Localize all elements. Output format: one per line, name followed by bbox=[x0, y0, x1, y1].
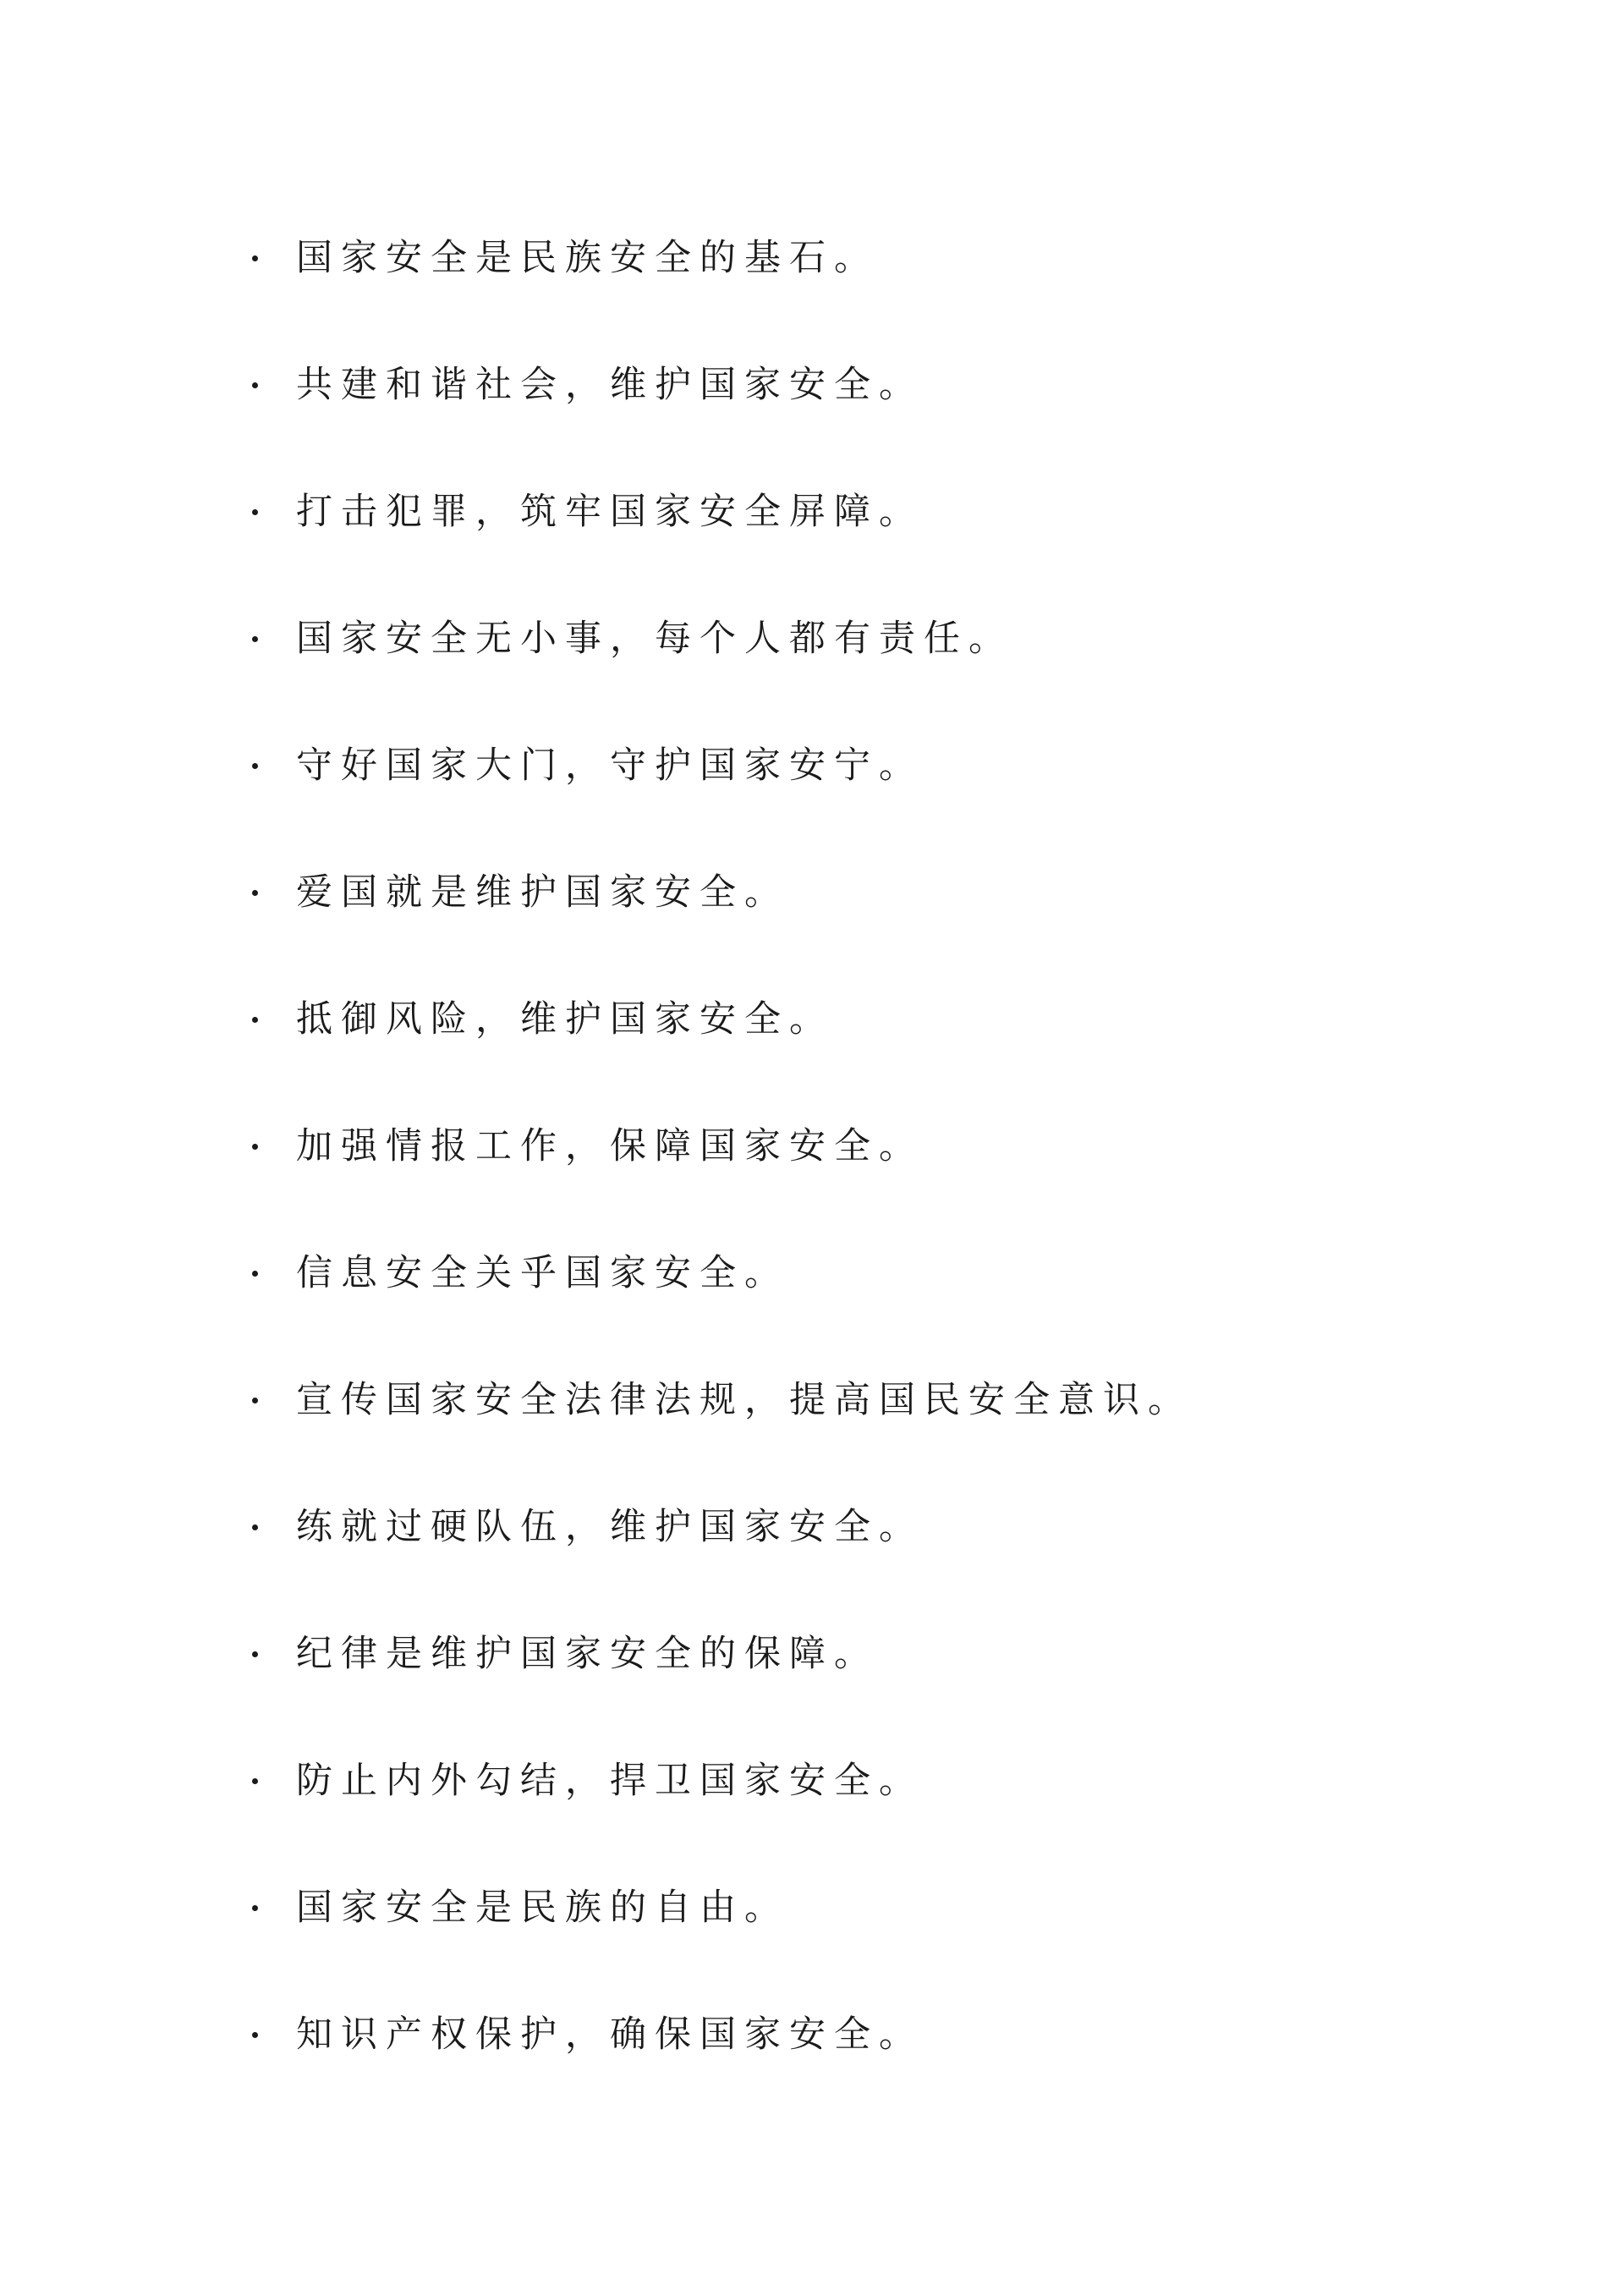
list-item-text: 国家安全无小事，每个人都有责任。 bbox=[296, 617, 1013, 660]
list-item bbox=[245, 1717, 1514, 1844]
list-item-text: 知识产权保护，确保国家安全。 bbox=[296, 2013, 924, 2056]
bullet-icon bbox=[252, 2032, 258, 2038]
bullet-icon bbox=[252, 1144, 258, 1150]
bullet-icon bbox=[252, 1017, 258, 1023]
list-item-text: 共建和谐社会，维护国家安全。 bbox=[296, 363, 924, 406]
bullet-icon bbox=[252, 890, 258, 896]
list-item bbox=[245, 1210, 1514, 1337]
bullet-icon bbox=[252, 763, 258, 769]
bullet-icon bbox=[252, 1271, 258, 1277]
list-item bbox=[245, 575, 1514, 702]
list-item bbox=[245, 702, 1514, 829]
list-item-text: 抵御风险，维护国家安全。 bbox=[296, 997, 834, 1041]
list-item bbox=[245, 956, 1514, 1083]
list-item-text: 爱国就是维护国家安全。 bbox=[296, 871, 789, 914]
bullet-icon bbox=[252, 636, 258, 642]
list-item bbox=[245, 829, 1514, 956]
list-item-text: 加强情报工作，保障国家安全。 bbox=[296, 1124, 924, 1167]
list-item-text: 信息安全关乎国家安全。 bbox=[296, 1251, 789, 1294]
bullet-icon bbox=[252, 1398, 258, 1403]
bullet-icon bbox=[252, 382, 258, 388]
bullet-icon bbox=[252, 1778, 258, 1784]
list-item bbox=[245, 1971, 1514, 2098]
list-item bbox=[245, 1464, 1514, 1590]
list-item-text: 打击犯罪，筑牢国家安全屏障。 bbox=[296, 490, 924, 533]
list-item-text: 国家安全是民族的自由。 bbox=[296, 1886, 789, 1929]
list-item bbox=[245, 195, 1514, 321]
bullet-icon bbox=[252, 255, 258, 261]
list-item bbox=[245, 448, 1514, 575]
list-item bbox=[245, 1337, 1514, 1464]
list-item-text: 练就过硬队伍，维护国家安全。 bbox=[296, 1505, 924, 1548]
list-item bbox=[245, 1590, 1514, 1717]
bullet-icon bbox=[252, 1905, 258, 1911]
slogan-list bbox=[245, 195, 1514, 2098]
list-item-text: 纪律是维护国家安全的保障。 bbox=[296, 1632, 879, 1675]
list-item bbox=[245, 1844, 1514, 1971]
list-item bbox=[245, 321, 1514, 448]
list-item-text: 防止内外勾结，捍卫国家安全。 bbox=[296, 1759, 924, 1802]
bullet-icon bbox=[252, 1651, 258, 1657]
list-item-text: 守好国家大门，守护国家安宁。 bbox=[296, 744, 924, 787]
list-item-text: 国家安全是民族安全的基石。 bbox=[296, 236, 879, 279]
list-item bbox=[245, 1083, 1514, 1210]
bullet-icon bbox=[252, 1524, 258, 1530]
bullet-icon bbox=[252, 509, 258, 515]
list-item-text: 宣传国家安全法律法规，提高国民安全意识。 bbox=[296, 1378, 1193, 1421]
